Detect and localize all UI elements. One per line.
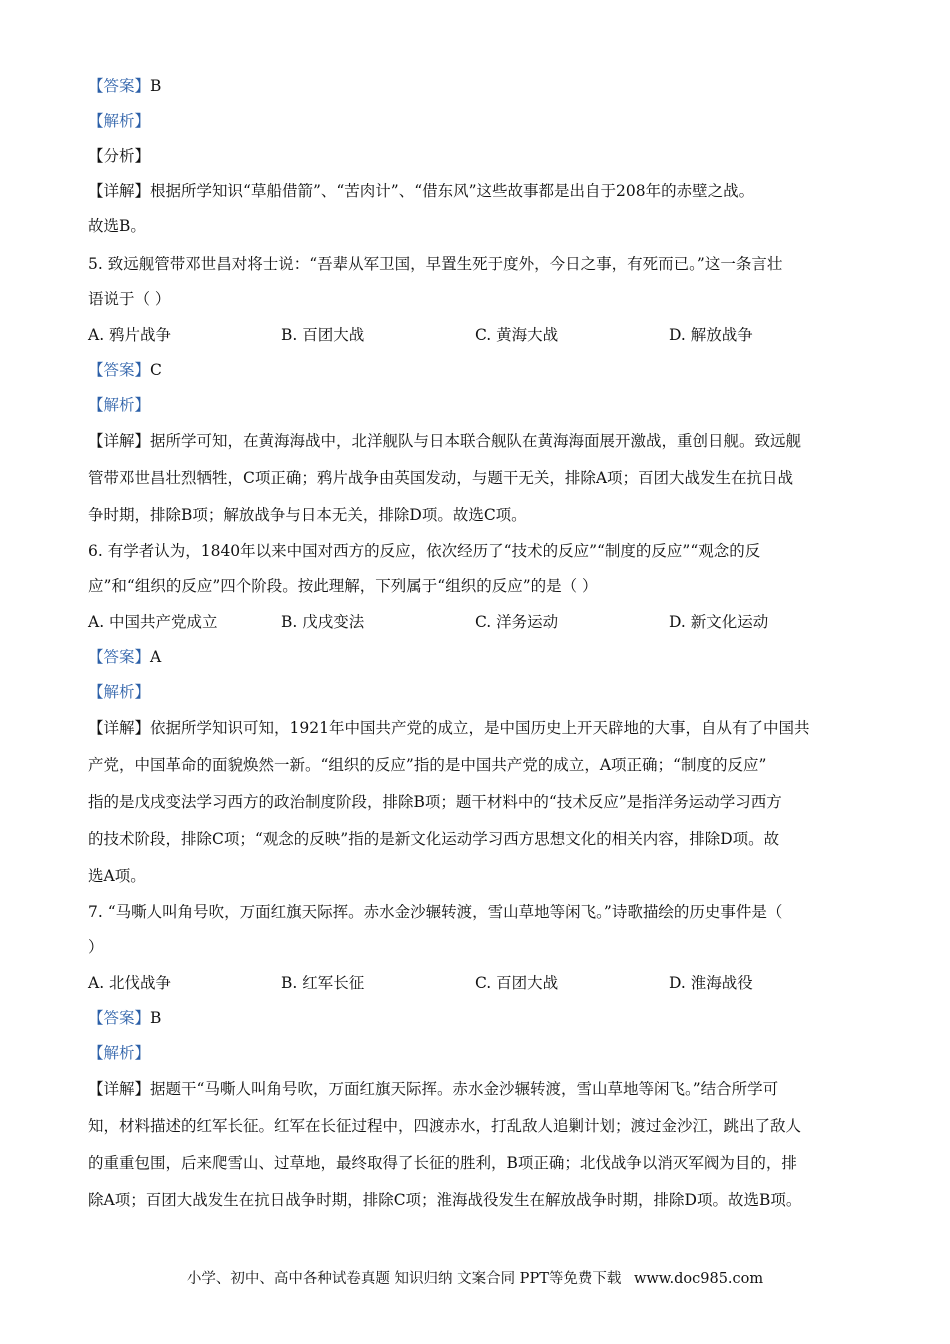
q5-stem [88,287,878,311]
q4-answer-line [88,74,878,98]
answer-value: B [150,1009,162,1027]
detail-tag: 【详解】 [88,1080,151,1098]
q6-analysis-line [88,680,878,704]
q4-detail-line [88,179,878,203]
footer-text: 小学、初中、高中各种试卷真题 知识归纳 文案合同 PPT等免费下载 [186,1271,622,1287]
detail-text: 产党，中国革命的面貌焕然一新。“组织的反应”指的是中国共产党的成立，A项正确；“制度的反应” [88,756,767,774]
option-d: D. 解放战争 [669,326,753,344]
stem-text: 7. “马嘶人叫角号吹，万面红旗天际挥。赤水金沙辗转渡，雪山草地等闲飞。”诗歌描绘的历史事件是（ [88,903,783,921]
detail-tag: 【详解】 [88,182,151,200]
q4-detail-line [88,214,878,238]
answer-tag: 【答案】 [88,361,151,379]
option-b: B. 红军长征 [281,974,365,992]
detail-text: 的技术阶段，排除C项；“观念的反映”指的是新文化运动学习西方思想文化的相关内容，排除D项。故 [88,830,780,848]
q6-detail-line [88,716,878,740]
q7-detail-line [88,1188,878,1212]
option-a: A. 中国共产党成立 [88,613,218,631]
q5-detail-line [88,503,878,527]
q4-analysis-line [88,109,878,133]
q7-detail-line [88,1077,878,1101]
option-c: C. 黄海大战 [475,326,559,344]
option-d: D. 淮海战役 [669,974,753,992]
footer-link[interactable]: www.doc985.com [633,1271,764,1287]
fenxi-tag: 【分析】 [88,147,151,165]
option-d: D. 新文化运动 [669,613,769,631]
q7-answer-line [88,1006,878,1030]
stem-text: ） [88,938,104,956]
detail-tag: 【详解】 [88,719,151,737]
q7-detail-line [88,1114,878,1138]
option-b: B. 百团大战 [281,326,365,344]
detail-text: 据题干“马嘶人叫角号吹，万面红旗天际挥。赤水金沙辗转渡，雪山草地等闲飞。”结合所学可 [150,1080,779,1098]
detail-text: 指的是戊戌变法学习西方的政治制度阶段，排除B项；题干材料中的“技术反应”是指洋务运动学习西方 [88,793,782,811]
analysis-tag: 【解析】 [88,112,151,130]
q5-stem [88,252,878,276]
answer-value: C [150,361,162,379]
answer-tag: 【答案】 [88,77,151,95]
stem-text: 语说于（ ） [88,290,171,308]
detail-text: 依据所学知识可知，1921年中国共产党的成立，是中国历史上开天辟地的大事，自从有了中国共 [150,719,810,737]
detail-text: 选A项。 [88,867,146,885]
q7-stem [88,935,878,959]
analysis-tag: 【解析】 [88,683,151,701]
option-a: A. 北伐战争 [88,974,172,992]
q6-detail-line [88,753,878,777]
q6-detail-line [88,864,878,888]
analysis-tag: 【解析】 [88,1044,151,1062]
q6-answer-line [88,645,878,669]
option-c: C. 百团大战 [475,974,559,992]
stem-text: 5. 致远舰管带邓世昌对将士说：“吾辈从军卫国，早置生死于度外，今日之事，有死而已。”这一条言壮 [88,255,783,273]
option-c: C. 洋务运动 [475,613,559,631]
q6-detail-line [88,827,878,851]
q4-fenxi-line [88,144,878,168]
q5-answer-line [88,358,878,382]
detail-text: 争时期，排除B项；解放战争与日本无关，排除D项。故选C项。 [88,506,527,524]
q5-detail-line [88,466,878,490]
detail-tag: 【详解】 [88,432,151,450]
answer-value: A [150,648,162,666]
q5-detail-line [88,429,878,453]
detail-text: 根据所学知识“草船借箭”、“苦肉计”、“借东风”这些故事都是出自于208年的赤壁之战。 [150,182,755,200]
answer-tag: 【答案】 [88,648,151,666]
q7-detail-line [88,1151,878,1175]
stem-text: 6. 有学者认为，1840年以来中国对西方的反应，依次经历了“技术的反应”“制度的反应”“观念的反 [88,542,761,560]
answer-value: B [150,77,162,95]
detail-text: 据所学可知，在黄海海战中，北洋舰队与日本联合舰队在黄海海面展开激战，重创日舰。致远舰 [150,432,802,450]
analysis-tag: 【解析】 [88,396,151,414]
page-footer [0,1268,950,1290]
q7-analysis-line [88,1041,878,1065]
detail-text: 管带邓世昌壮烈牺牲，C项正确；鸦片战争由英国发动，与题干无关，排除A项；百团大战发生在抗日战 [88,469,794,487]
q6-stem [88,574,878,598]
q7-stem [88,900,878,924]
detail-text: 除A项；百团大战发生在抗日战争时期，排除C项；淮海战役发生在解放战争时期，排除D项。故选B项。 [88,1191,802,1209]
option-b: B. 戊戌变法 [281,613,365,631]
answer-tag: 【答案】 [88,1009,151,1027]
detail-text: 的重重包围，后来爬雪山、过草地，最终取得了长征的胜利，B项正确；北伐战争以消灭军阀为目的，排 [88,1154,797,1172]
q6-stem [88,539,878,563]
q6-detail-line [88,790,878,814]
option-a: A. 鸦片战争 [88,326,172,344]
stem-text: 应”和“组织的反应”四个阶段。按此理解，下列属于“组织的反应”的是（ ） [88,577,598,595]
detail-text: 知，材料描述的红军长征。红军在长征过程中，四渡赤水，打乱敌人追剿计划；渡过金沙江，跳出了敌人 [88,1117,802,1135]
q5-analysis-line [88,393,878,417]
detail-text: 故选B。 [88,217,146,235]
